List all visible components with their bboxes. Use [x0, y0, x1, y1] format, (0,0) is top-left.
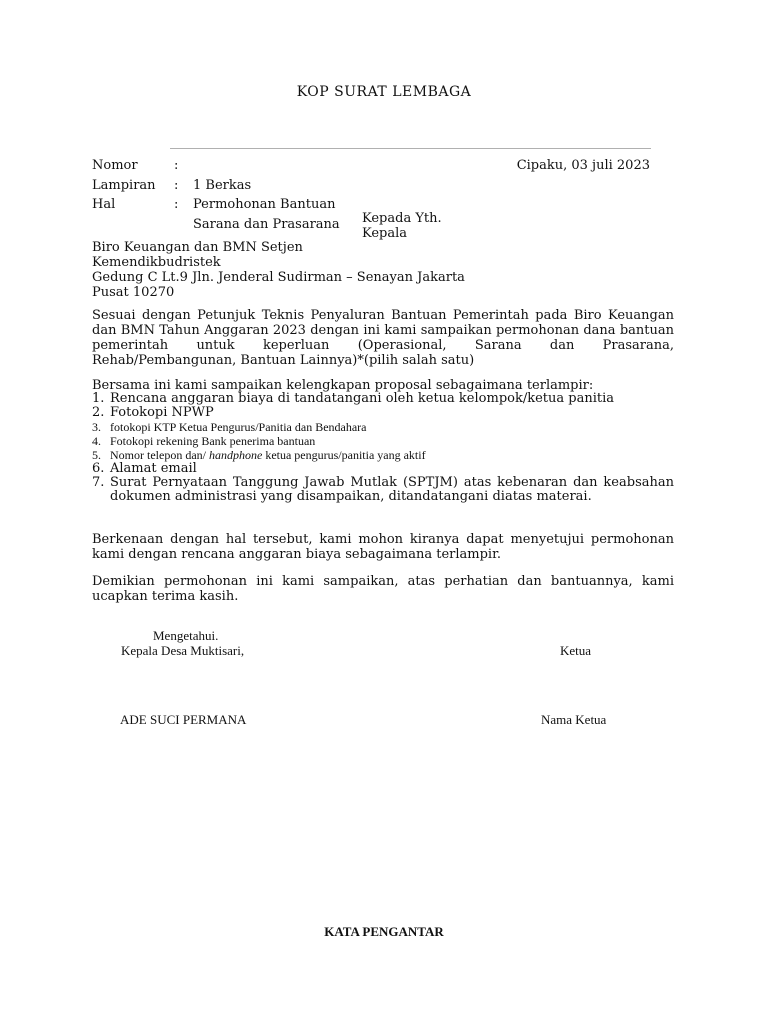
attachment-list	[92, 392, 674, 504]
lampiran-value: 1 Berkas	[193, 178, 252, 193]
list-item-text: Fotokopi NPWP	[110, 405, 214, 420]
list-number: 7.	[92, 475, 105, 490]
list-item	[92, 392, 674, 406]
list-number: 6.	[92, 461, 105, 476]
list-number: 2.	[92, 405, 105, 420]
list-number: 1.	[92, 391, 105, 406]
list-item-text-italic: handphone	[208, 448, 263, 462]
signature-left-label-2: Kepala Desa Muktisari,	[121, 643, 245, 658]
hal-value-line2: Sarana dan Prasarana	[193, 217, 340, 232]
addressee-line: Biro Keuangan dan BMN Setjen	[92, 240, 303, 255]
addressee-block	[92, 240, 674, 300]
list-item-text: Fotokopi rekening Bank penerima bantuan	[110, 434, 316, 448]
place-date: Cipaku, 03 juli 2023	[516, 158, 650, 173]
hal-value-line1: Permohonan Bantuan	[193, 197, 336, 212]
signature-right-name: Nama Ketua	[541, 712, 607, 727]
list-number: 3.	[92, 420, 101, 434]
hal-label: Hal	[92, 197, 116, 212]
header-divider	[170, 148, 651, 149]
lampiran-label: Lampiran	[92, 178, 156, 193]
list-item-text: Surat Pernyataan Tanggung Jawab Mutlak (SPTJM) atas kebenaran dan keabsahan dokumen administrasi yang disampaikan, ditandatangani diatas materai.	[110, 475, 674, 504]
list-number: 4.	[92, 434, 101, 448]
addressee-title: Kepala	[362, 226, 408, 241]
paragraph-text: Berkenaan dengan hal tersebut, kami mohon kiranya dapat menyetujui permohonan kami dengan rencana anggaran biaya sebagaimana terlampir.	[92, 532, 674, 562]
list-item-text-after: ketua pengurus/panitia yang aktif	[262, 448, 426, 462]
list-item	[92, 462, 674, 476]
signature-left-name: ADE SUCI PERMANA	[120, 712, 247, 727]
lampiran-colon: :	[174, 178, 179, 193]
list-item	[92, 434, 674, 448]
list-item-text-before: Nomor telepon dan/	[110, 448, 209, 462]
addressee-line: Gedung C Lt.9 Jln. Jenderal Sudirman – Senayan Jakarta	[92, 270, 465, 285]
list-number: 5.	[92, 448, 101, 462]
body-paragraph-3	[92, 574, 674, 604]
list-item-text: Rencana anggaran biaya di tandatangani oleh ketua kelompok/ketua panitia	[110, 391, 615, 406]
list-item-text: Alamat email	[110, 461, 197, 476]
nomor-label: Nomor	[92, 158, 138, 173]
hal-colon: :	[174, 197, 179, 212]
signature-left-label-1: Mengetahui.	[153, 628, 219, 643]
list-item	[92, 476, 674, 504]
paragraph-text: Sesuai dengan Petunjuk Teknis Penyaluran Bantuan Pemerintah pada Biro Keuangan dan BMN Tahun Anggaran 2023 dengan ini kami sampaikan permohonan dana bantuan pemerintah untuk keperluan (Operasional, Sarana dan Prasarana, Rehab/Pembangunan, Bantuan Lainnya)*(pilih salah satu)	[92, 308, 674, 368]
addressee-line: Pusat 10270	[92, 285, 175, 300]
list-intro-text: Bersama ini kami sampaikan kelengkapan proposal sebagaimana terlampir:	[92, 378, 594, 393]
list-item	[92, 406, 674, 420]
letterhead-title: KOP SURAT LEMBAGA	[296, 84, 472, 100]
next-section-title: KATA PENGANTAR	[324, 924, 444, 939]
nomor-colon: :	[174, 158, 179, 173]
paragraph-text: Demikian permohonan ini kami sampaikan, atas perhatian dan bantuannya, kami ucapkan terima kasih.	[92, 574, 674, 604]
list-item	[92, 448, 674, 462]
signature-right-label: Ketua	[560, 643, 592, 658]
body-paragraph-2	[92, 532, 674, 562]
body-paragraph-1	[92, 308, 674, 368]
list-item-text: fotokopi KTP Ketua Pengurus/Panitia dan Bendahara	[110, 420, 367, 434]
addressee-line: Kemendikbudristek	[92, 255, 221, 270]
addressee-greeting: Kepada Yth.	[362, 211, 442, 226]
list-item	[92, 420, 674, 434]
